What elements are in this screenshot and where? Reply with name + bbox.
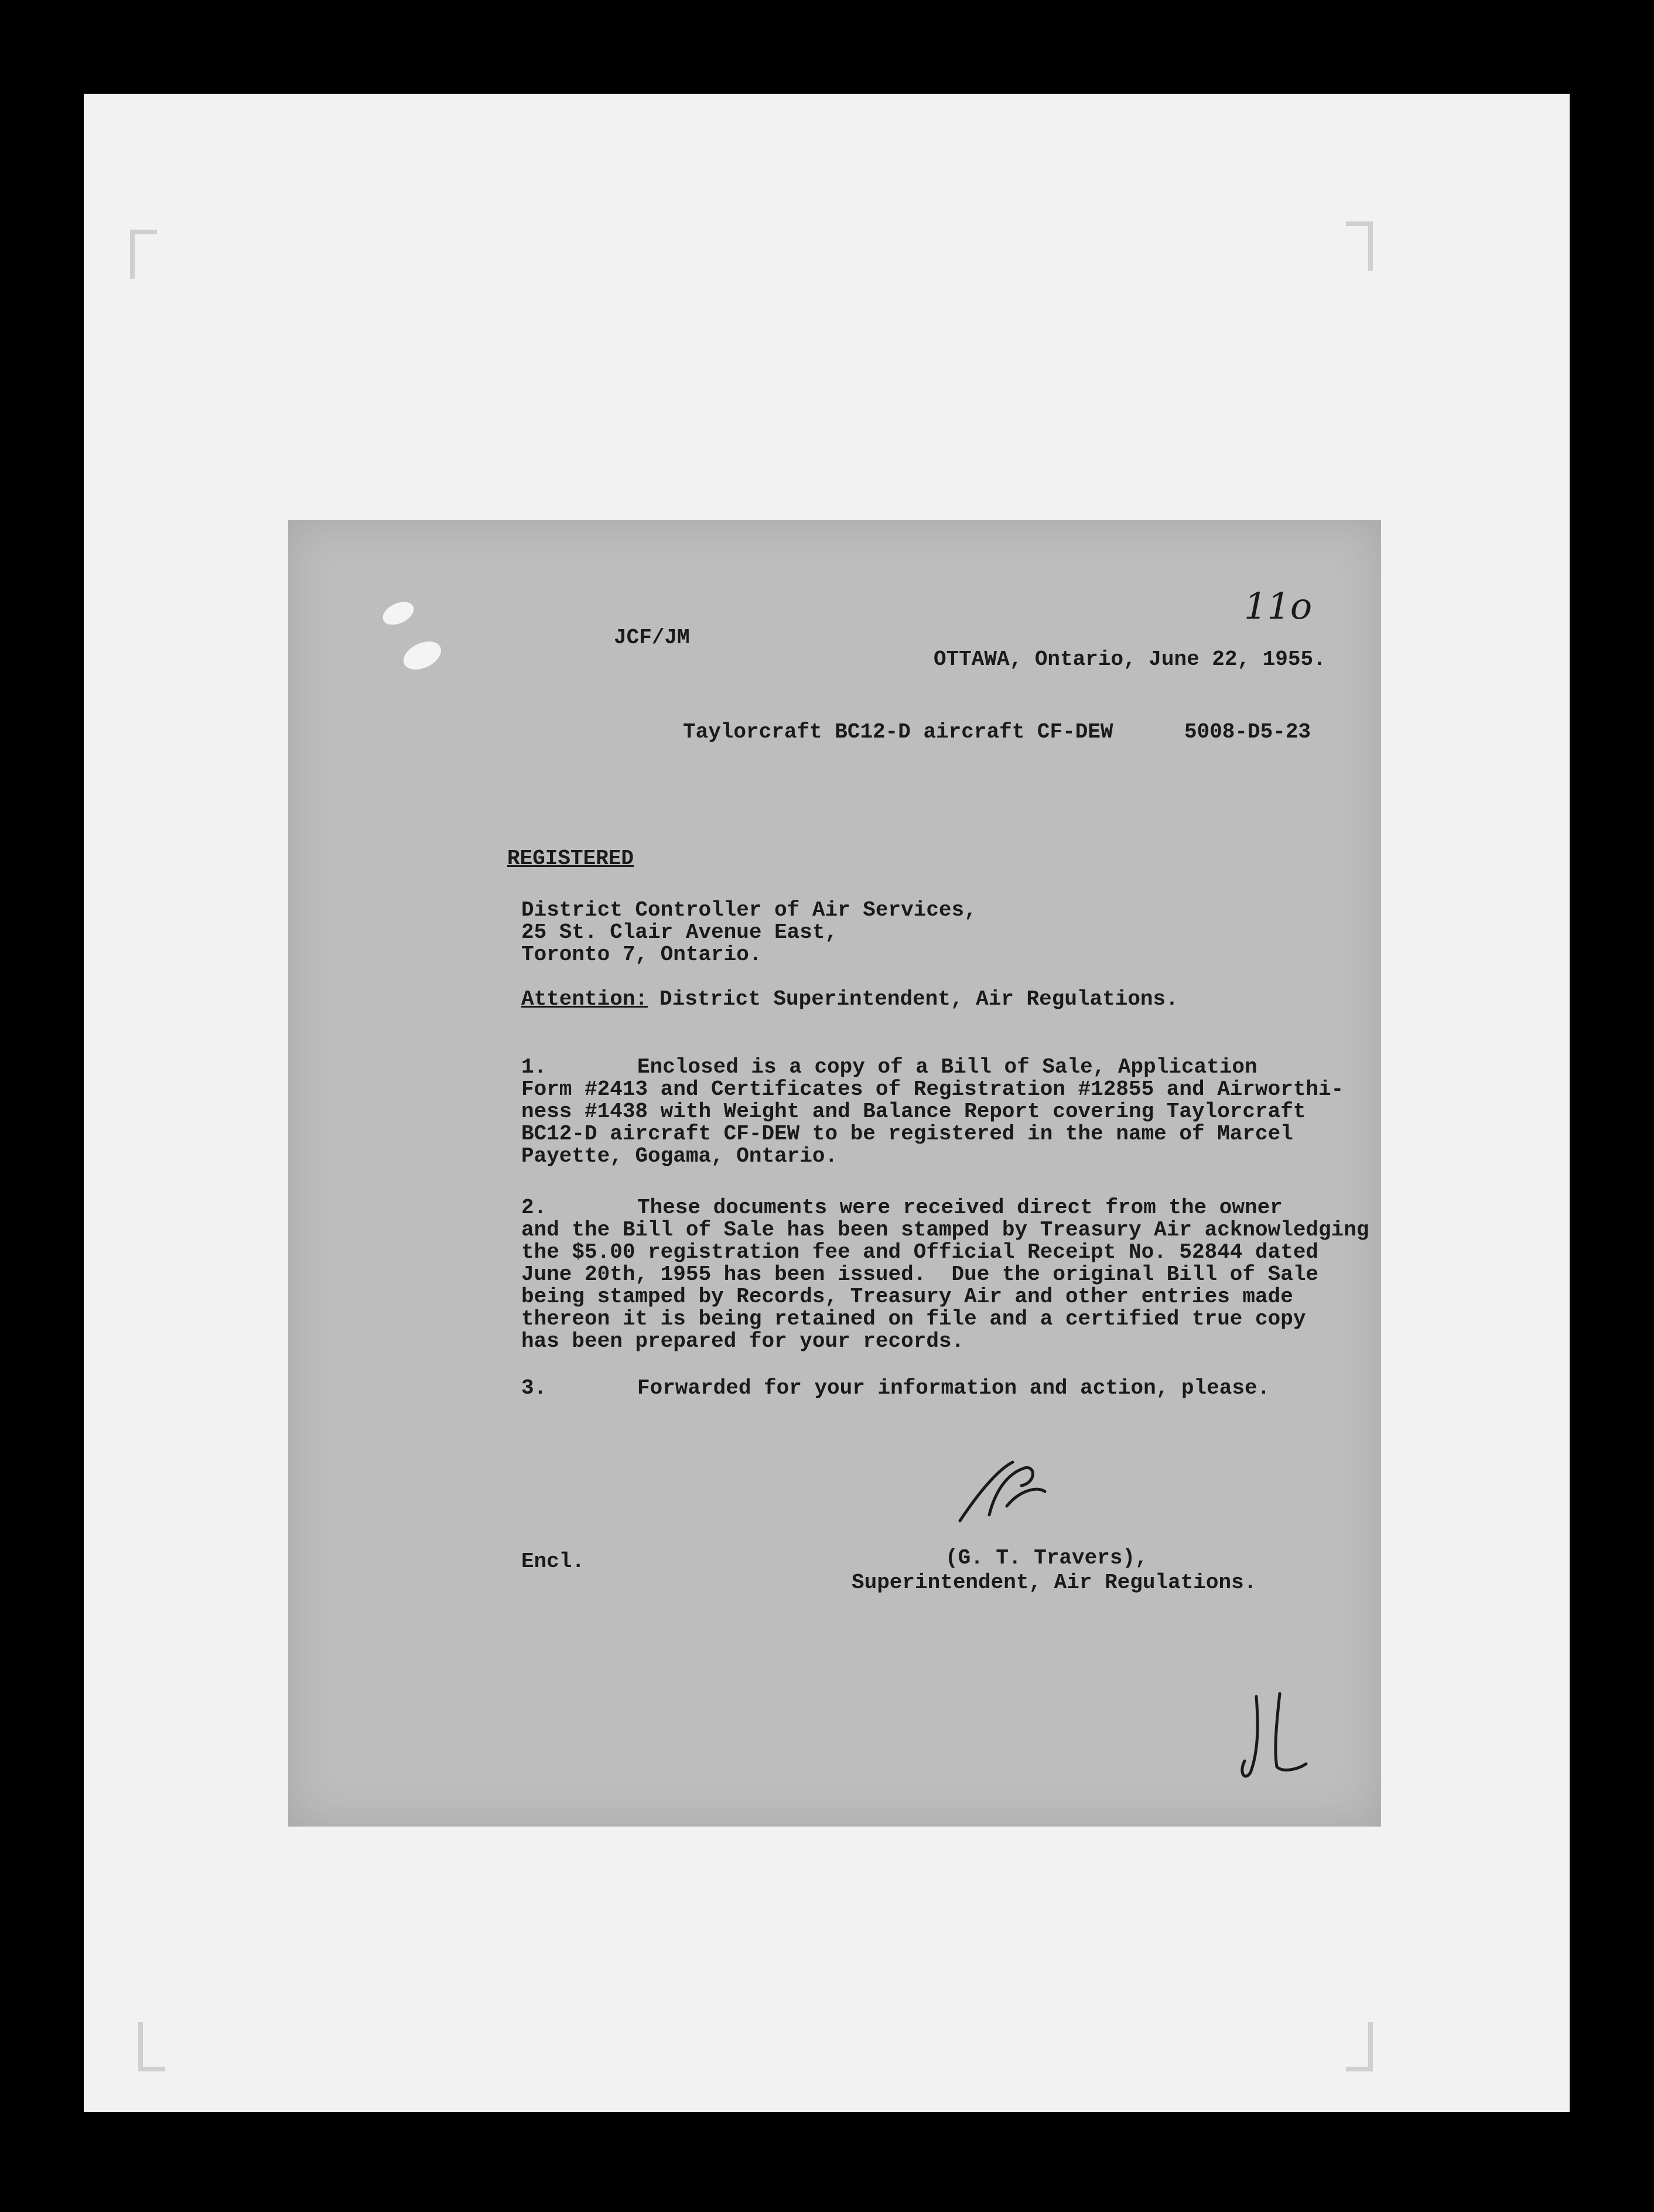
para2-line: and the Bill of Sale has been stamped by Treasury Air acknowledging xyxy=(521,1218,1369,1242)
attention-text: District Superintendent, Air Regulations. xyxy=(659,987,1178,1011)
file-number: 5008-D5-23 xyxy=(1184,720,1311,744)
place-date: OTTAWA, Ontario, June 22, 1955. xyxy=(934,647,1326,671)
para1-line: ness #1438 with Weight and Balance Report covering Taylorcraft xyxy=(521,1100,1306,1124)
address-line-3: Toronto 7, Ontario. xyxy=(521,943,762,967)
page-number-handwritten: 11o xyxy=(1244,585,1313,627)
para1-number: 1. xyxy=(521,1055,547,1079)
attention-label: Attention: xyxy=(521,987,648,1011)
para2-line: has been prepared for your records. xyxy=(521,1329,965,1353)
para1-line: BC12-D aircraft CF-DEW to be registered in the name of Marcel xyxy=(521,1122,1293,1146)
signature-scribble xyxy=(948,1450,1048,1538)
para2-line: the $5.00 registration fee and Official Receipt No. 52844 dated xyxy=(521,1240,1319,1264)
signatory-title: Superintendent, Air Regulations. xyxy=(852,1571,1257,1595)
para2-line: being stamped by Records, Treasury Air and other entries made xyxy=(521,1285,1293,1309)
para3-text: Forwarded for your information and action, please. xyxy=(637,1376,1270,1400)
para3-number: 3. xyxy=(521,1376,547,1400)
address-line-1: District Controller of Air Services, xyxy=(521,898,977,922)
para2-line: June 20th, 1955 has been issued. Due the original Bill of Sale xyxy=(521,1262,1319,1286)
letter-page xyxy=(288,520,1381,1827)
file-reference: JCF/JM xyxy=(614,626,690,650)
para2-line: These documents were received direct from the owner xyxy=(637,1196,1283,1220)
subject-line: Taylorcraft BC12-D aircraft CF-DEW xyxy=(683,720,1113,744)
corner-mark-top-right xyxy=(1346,221,1373,271)
registered-label: REGISTERED xyxy=(507,846,634,871)
enclosure-label: Encl. xyxy=(521,1549,585,1573)
para2-number: 2. xyxy=(521,1196,547,1220)
corner-mark-top-left xyxy=(130,230,157,279)
para1-line: Payette, Gogama, Ontario. xyxy=(521,1144,838,1168)
punch-hole xyxy=(379,598,417,629)
corner-mark-bottom-left xyxy=(138,2022,165,2071)
para2-line: thereon it is being retained on file and a certified true copy xyxy=(521,1307,1306,1331)
punch-hole xyxy=(399,636,445,675)
para1-line: Enclosed is a copy of a Bill of Sale, Application xyxy=(637,1055,1257,1079)
handwritten-initials xyxy=(1236,1685,1318,1784)
corner-mark-bottom-right xyxy=(1346,2022,1373,2071)
address-line-2: 25 St. Clair Avenue East, xyxy=(521,920,838,944)
signatory-name: (G. T. Travers), xyxy=(945,1546,1148,1570)
para1-line: Form #2413 and Certificates of Registration #12855 and Airworthi- xyxy=(521,1077,1344,1101)
